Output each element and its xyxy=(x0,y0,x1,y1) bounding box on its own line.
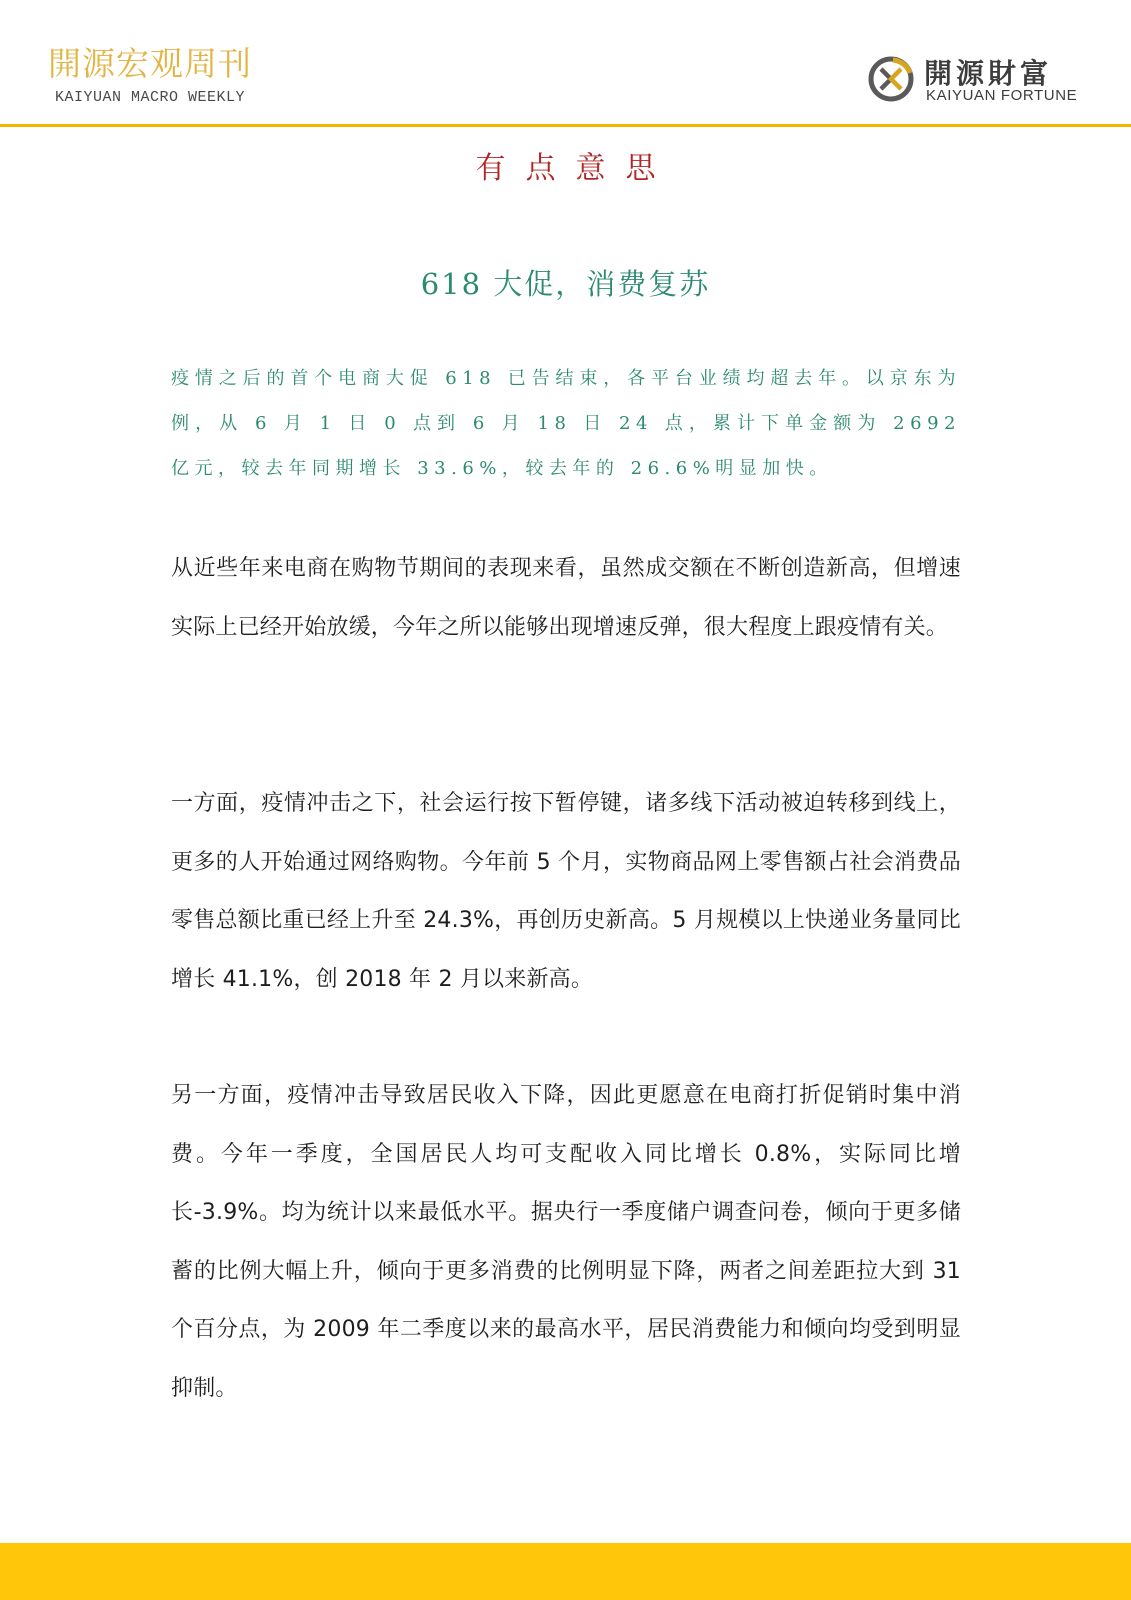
article-paragraph-1: 从近些年来电商在购物节期间的表现来看，虽然成交额在不断创造新高，但增速实际上已经开始放缓，今年之所以能够出现增速反弹，很大程度上跟疫情有关。 xyxy=(171,556,961,640)
brand-title-cn: 開源宏观周刊 xyxy=(48,44,252,83)
footer-bar xyxy=(0,1543,1131,1600)
logo-text-en: KAIYUAN FORTUNE xyxy=(926,87,1078,104)
logo-text-cn: 開源財富 xyxy=(924,57,1053,90)
page-header xyxy=(0,0,1131,128)
kaiyuan-logo-icon xyxy=(866,54,916,104)
article-paragraph-2: 一方面，疫情冲击之下，社会运行按下暂停键，诸多线下活动被迫转移到线上，更多的人开始通过网络购物。今年前 5 个月，实物商品网上零售额占社会消费品零售总额比重已经上升至 24.3%，再创历史新高。5 月规模以上快递业务量同比增长 41.1%，创 2018 年 2 月以来新高。 xyxy=(171,791,961,992)
section-title: 有点意思 xyxy=(475,151,676,186)
brand-title-en: KAIYUAN MACRO WEEKLY xyxy=(55,89,246,106)
article-title: 618 大促，消费复苏 xyxy=(420,267,711,301)
article-summary: 疫情之后的首个电商大促 618 已告结束，各平台业绩均超去年。以京东为例，从 6 月 1 日 0 点到 6 月 18 日 24 点，累计下单金额为 2692 亿元，较去年同期增长 33.6%，较去年的 26.6%明显加快。 xyxy=(171,368,961,479)
kaiyuan-logo xyxy=(866,52,1081,108)
article-paragraph-3: 另一方面，疫情冲击导致居民收入下降，因此更愿意在电商打折促销时集中消费。今年一季度，全国居民人均可支配收入同比增长 0.8%，实际同比增长-3.9%。均为统计以来最低水平。据央行一季度储户调查问卷，倾向于更多储蓄的比例大幅上升，倾向于更多消费的比例明显下降，两者之间差距拉大到 31 个百分点，为 2009 年二季度以来的最高水平，居民消费能力和倾向均受到明显抑制。 xyxy=(171,1083,961,1401)
header-divider xyxy=(0,124,1131,127)
